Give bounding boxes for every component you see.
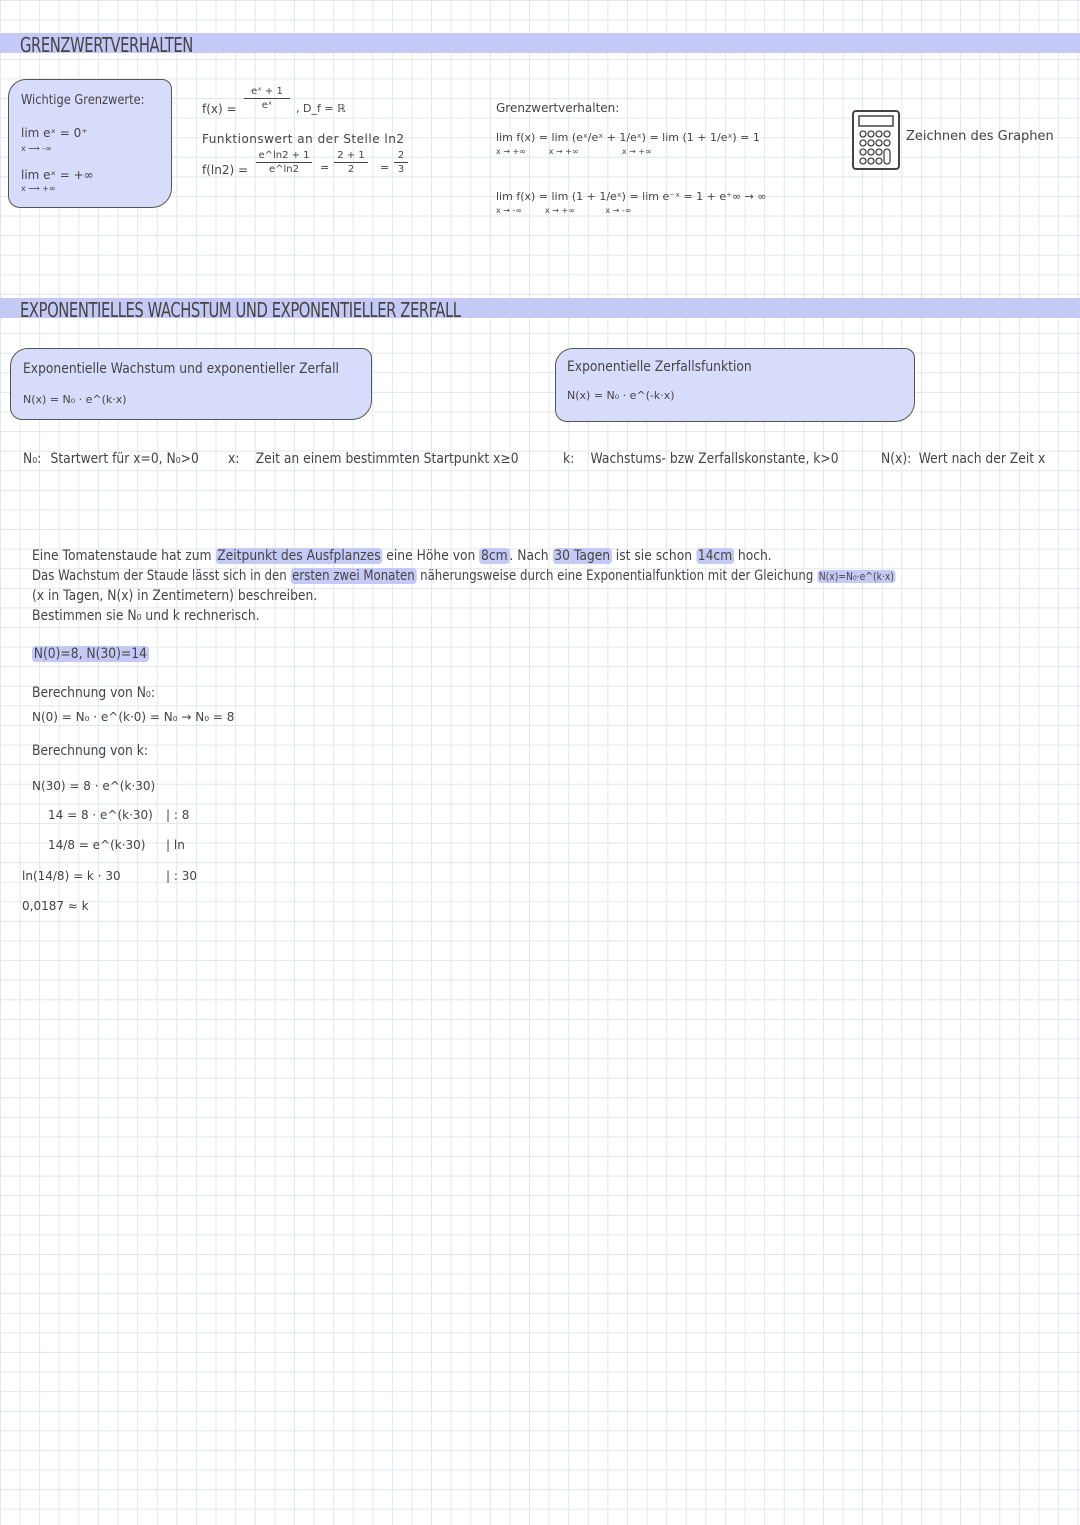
- highlight-equation: N(x)=N₀·e^(k·x): [818, 570, 894, 583]
- fraction-fln2: [256, 150, 312, 175]
- legend-row: [563, 451, 839, 471]
- fraction-result: [394, 150, 408, 175]
- grenzverhalten-line-2: lim f(x) = lim (1 + 1/eˣ) = lim e⁻ˣ = 1 + e⁺∞ → ∞: [496, 190, 767, 203]
- domain-label: , D_f = ℝ: [296, 102, 346, 115]
- section-heading-grenzwertverhalten: GRENZWERTVERHALTEN: [20, 33, 193, 57]
- highlight-height-start: 8cm: [481, 548, 508, 564]
- decay-formula: N(x) = N₀ · e^(-k·x): [567, 389, 675, 402]
- limit-1-subscript: x ⟶ -∞: [21, 144, 52, 153]
- grenzverhalten-line-1: lim f(x) = lim (eˣ/eˣ + 1/eˣ) = lim (1 + 1/eˣ) = 1: [496, 131, 760, 144]
- highlight-time: Zeitpunkt des Ausfplanzes: [217, 548, 381, 564]
- grenzverhalten-line-2-sub: x → -∞ x → +∞ x → -∞: [496, 206, 632, 215]
- calculator-icon: [852, 110, 900, 170]
- calc-n0-line: N(0) = N₀ · e^(k·0) = N₀ → N₀ = 8: [32, 710, 235, 724]
- grenzverhalten-line-1-sub: x → +∞ x → +∞ x → +∞: [496, 147, 652, 156]
- equals-1: =: [320, 161, 330, 174]
- calc-k-title: Berechnung von k:: [32, 743, 148, 759]
- fraction-fln2-numerator: e^ln2 + 1: [258, 150, 310, 161]
- decay-function-title: Exponentielle Zerfallsfunktion: [567, 359, 752, 375]
- task-text-segment: eine Höhe von: [382, 548, 480, 564]
- legend-symbol: N₀:: [23, 451, 42, 467]
- calc-k-line-2: 14 = 8 · e^(k·30): [48, 808, 153, 822]
- calc-k-line-4: ln(14/8) = k · 30: [22, 869, 121, 883]
- equals-2: =: [380, 161, 390, 174]
- variable-legend: [23, 448, 1068, 471]
- calc-k-line-3: 14/8 = e^(k·30): [48, 838, 146, 852]
- fraction-fln2-denominator: e^ln2: [268, 164, 299, 175]
- task-text-segment: Eine Tomatenstaude hat zum: [32, 548, 216, 564]
- calc-n0-title: Berechnung von N₀:: [32, 685, 156, 701]
- growth-formula: N(x) = N₀ · e^(k·x): [23, 393, 127, 406]
- limit-1: lim eˣ = 0⁺: [21, 126, 88, 140]
- legend-text: Zeit an einem bestimmten Startpunkt x≥0: [255, 451, 519, 467]
- task-text-segment: ist sie schon: [611, 548, 696, 564]
- grenzverhalten-title: Grenzwertverhalten:: [496, 101, 620, 115]
- limit-2: lim eˣ = +∞: [21, 168, 94, 182]
- limit-2-subscript: x ⟶ +∞: [21, 184, 56, 193]
- task-line-2: [32, 568, 896, 588]
- important-limits-box: [8, 79, 172, 208]
- fraction-result-numerator: 2: [397, 150, 405, 161]
- fraction-step-numerator: 2 + 1: [337, 150, 365, 161]
- task-text-segment: . Nach: [509, 548, 553, 564]
- funktionswert-label: Funktionswert an der Stelle ln2: [202, 132, 405, 146]
- decay-function-box: [555, 348, 915, 422]
- fraction-result-denominator: 3: [397, 164, 405, 175]
- fraction-fx-numerator: eˣ + 1: [251, 86, 283, 97]
- fraction-step-denominator: 2: [347, 164, 355, 175]
- legend-symbol: k:: [563, 451, 575, 467]
- legend-row: [881, 451, 1045, 471]
- legend-text: Wachstums- bzw Zerfallskonstante, k>0: [590, 451, 839, 467]
- calc-k-op-3: | ln: [166, 838, 185, 852]
- given-values-text: N(0)=8, N(30)=14: [33, 646, 147, 662]
- task-line-1: [32, 548, 937, 568]
- calculator-label: Zeichnen des Graphen: [906, 129, 1054, 144]
- task-line-4: Bestimmen sie N₀ und k rechnerisch.: [32, 608, 260, 624]
- calc-k-op-4: | : 30: [166, 869, 197, 883]
- task-line-3: (x in Tagen, N(x) in Zentimetern) beschreiben.: [32, 588, 318, 604]
- calc-k-line-1: N(30) = 8 · e^(k·30): [32, 779, 156, 793]
- legend-text: Startwert für x=0, N₀>0: [50, 451, 199, 467]
- highlight-height-end: 14cm: [697, 548, 733, 564]
- legend-row: [23, 451, 199, 471]
- task-text-segment: Das Wachstum der Staude lässt sich in den: [32, 568, 291, 584]
- legend-symbol: N(x):: [881, 451, 912, 467]
- growth-decay-title: Exponentielle Wachstum und exponentieller Zerfall: [23, 361, 339, 377]
- growth-decay-box: [10, 348, 372, 420]
- fln2-label: f(ln2) =: [202, 163, 249, 177]
- legend-text: Wert nach der Zeit x: [919, 451, 1046, 467]
- legend-row: [228, 451, 519, 471]
- important-limits-title: Wichtige Grenzwerte:: [21, 93, 145, 108]
- given-values: [32, 646, 149, 662]
- highlight-days: 30 Tagen: [554, 548, 611, 564]
- legend-symbol: x:: [227, 451, 240, 467]
- task-text-segment: näherungsweise durch eine Exponentialfunktion mit der Gleichung: [416, 568, 818, 584]
- function-fx-label: f(x) =: [202, 102, 237, 116]
- task-text: [32, 548, 1060, 628]
- calc-k-result: 0,0187 ≈ k: [22, 899, 89, 913]
- fraction-fx-denominator: eˣ: [261, 100, 273, 111]
- fraction-step: [334, 150, 368, 175]
- task-text-segment: hoch.: [733, 548, 772, 564]
- calc-k-op-2: | : 8: [166, 808, 190, 822]
- highlight-months: ersten zwei Monaten: [292, 568, 415, 584]
- fraction-fx: [244, 86, 290, 111]
- section-heading-exponential: EXPONENTIELLES WACHSTUM UND EXPONENTIELLER ZERFALL: [20, 298, 461, 322]
